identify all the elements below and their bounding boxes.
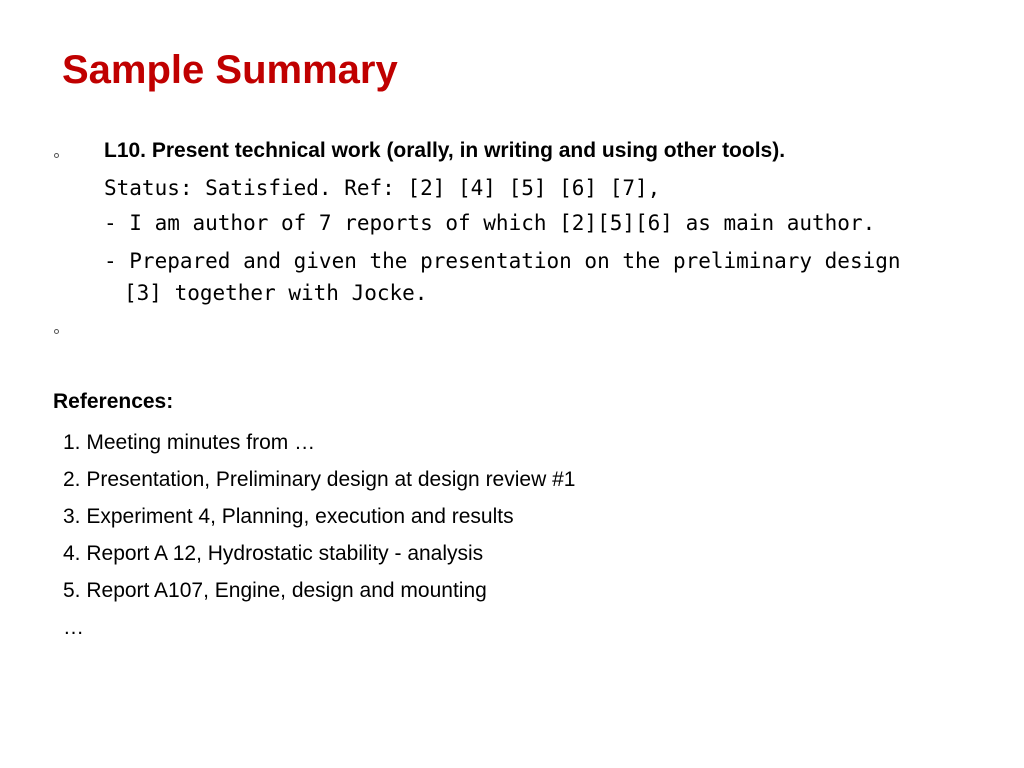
reference-item: 1. Meeting minutes from …	[63, 431, 316, 454]
references-list	[63, 424, 575, 646]
empty-bullet-icon	[54, 329, 59, 334]
presentation-detail: - Prepared and given the presentation on the preliminary design	[104, 249, 901, 273]
learning-outcome-heading: L10. Present technical work (orally, in writing and using other tools).	[104, 139, 786, 162]
references-heading: References:	[53, 390, 174, 413]
author-detail: - I am author of 7 reports of which [2][5][6] as main author.	[104, 211, 876, 235]
reference-item: 5. Report A107, Engine, design and mounting	[63, 579, 487, 602]
reference-ellipsis: …	[63, 616, 84, 639]
reference-item: 2. Presentation, Preliminary design at design review #1	[63, 468, 576, 491]
slide-title: Sample Summary	[62, 48, 398, 92]
reference-item: 3. Experiment 4, Planning, execution and results	[63, 505, 514, 528]
bullet-icon	[54, 153, 59, 158]
status-line: Status: Satisfied. Ref: [2] [4] [5] [6] [7],	[104, 176, 661, 200]
presentation-detail-continued: [3] together with Jocke.	[124, 281, 428, 305]
reference-item: 4. Report A 12, Hydrostatic stability - analysis	[63, 542, 484, 565]
